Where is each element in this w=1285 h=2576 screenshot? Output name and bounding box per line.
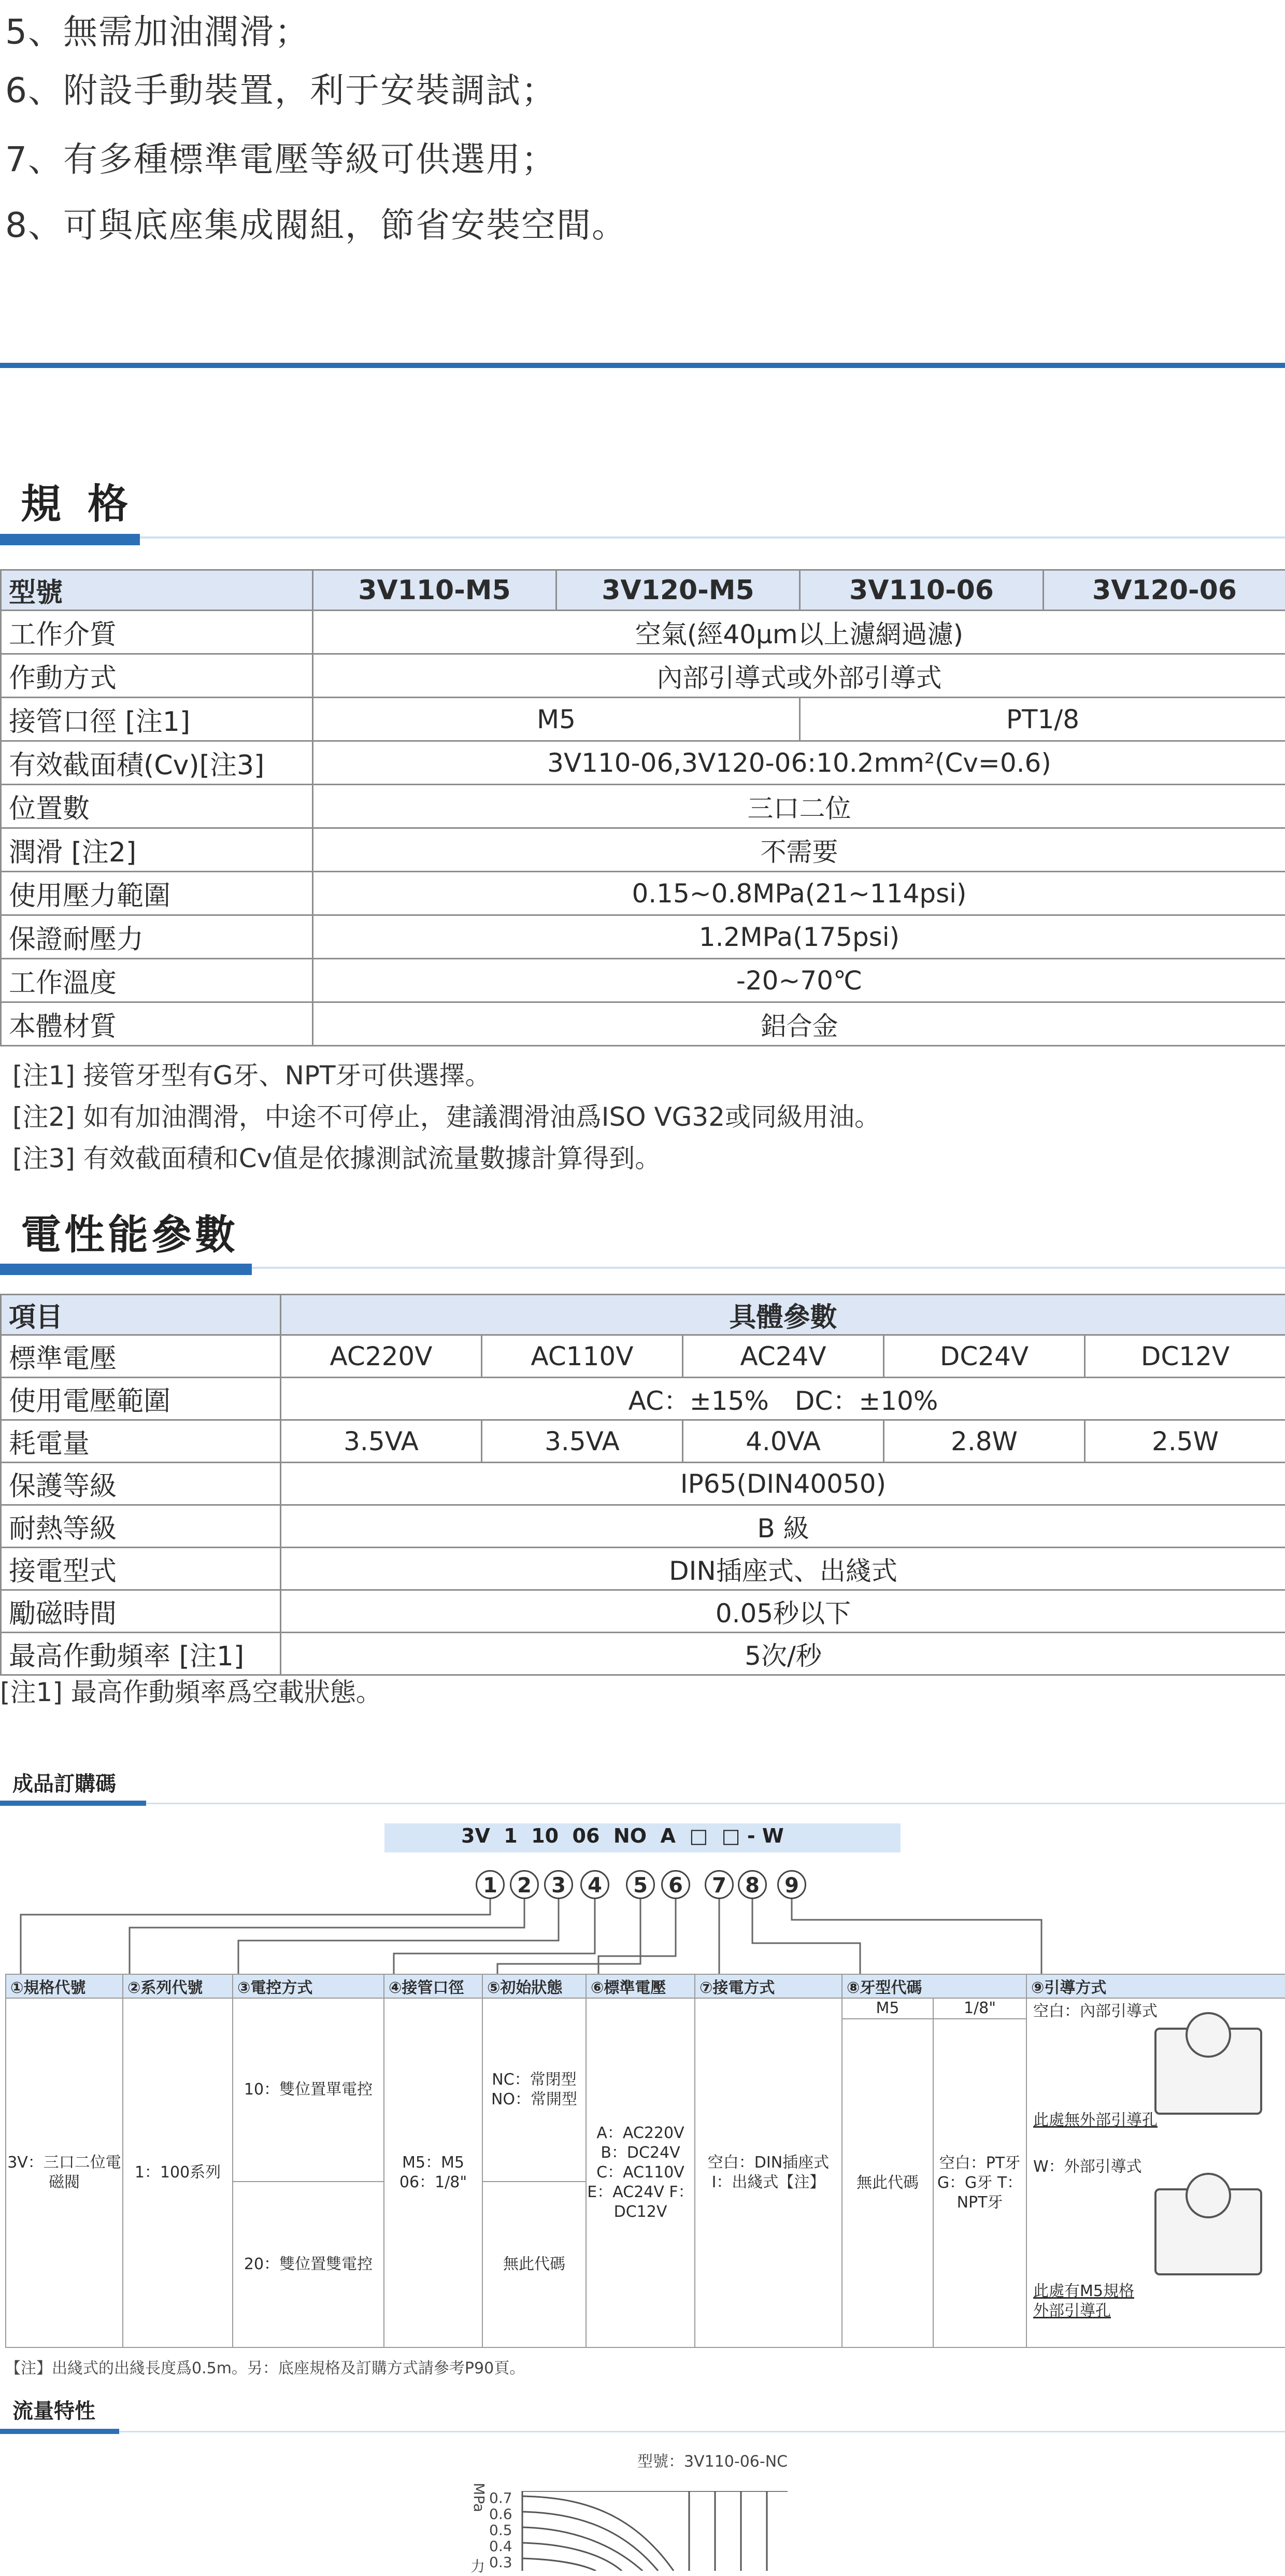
row-value: -20~70℃: [313, 959, 1285, 1002]
code-circle: 7: [705, 1870, 734, 1899]
voltage-cell: AC110V: [482, 1335, 683, 1378]
row-label: 工作溫度: [1, 959, 313, 1002]
elec-title: 電性能參數: [21, 1202, 238, 1261]
table-row: [1, 828, 1285, 872]
order-code: 3V 1 10 06 NO A □ □ - W: [461, 1824, 784, 1847]
row-label: 耗電量: [1, 1420, 281, 1463]
code-cell: A：AC220V B：DC24V C：AC110V E：AC24V F：DC12V: [586, 1998, 695, 2347]
spec-note: [注2] 如有加油潤滑，中途不可停止，建議潤滑油爲ISO VG32或同級用油。: [12, 1096, 880, 1134]
divider: [0, 534, 140, 545]
table-header: 3V120-M5: [556, 570, 800, 611]
row-label: 使用壓力範圍: [1, 872, 313, 915]
order-note: 【注】出綫式的出綫長度爲0.5m。另：底座規格及訂購方式請參考P90頁。: [5, 2355, 525, 2378]
voltage-cell: DC12V: [1085, 1335, 1285, 1378]
table-row: [1, 915, 1285, 959]
row-label: 潤滑 [注2]: [1, 828, 313, 872]
feature-item: 5、無需加油潤滑；: [5, 11, 310, 53]
code-cell: 空白：DIN插座式 I：出綫式【注】: [695, 1998, 842, 2347]
table-row: [1, 1463, 1285, 1505]
divider: [0, 1264, 252, 1275]
row-value: DIN插座式、出綫式: [281, 1548, 1285, 1590]
row-value: 1.2MPa(175psi): [313, 915, 1285, 959]
table-header: ⑨引導方式: [1026, 1974, 1285, 1998]
pilot-internal: 空白：內部引導式: [1033, 2002, 1158, 2021]
order-table: [5, 1974, 1285, 2348]
code-circle: 5: [626, 1870, 655, 1899]
elec-table: [0, 1294, 1285, 1676]
divider: [0, 363, 1285, 368]
row-label: 最高作動頻率 [注1]: [1, 1633, 281, 1675]
flow-title: 流量特性: [12, 2395, 95, 2424]
flow-y-axis-label: 力: [470, 2555, 485, 2576]
code-cell: 無此代碼: [842, 2019, 933, 2347]
pilot-note: 此處有M5規格外部引導孔: [1033, 2282, 1147, 2321]
table-header: 3V110-06: [800, 570, 1044, 611]
table-row: [1, 741, 1285, 785]
table-header: 項目: [1, 1295, 281, 1335]
table-header: ⑤初始狀態: [482, 1974, 586, 1998]
row-label: 接管口徑 [注1]: [1, 698, 313, 741]
table-row: [1, 1590, 1285, 1633]
voltage-cell: AC24V: [683, 1335, 884, 1378]
row-value: AC：±15% DC：±10%: [281, 1378, 1285, 1420]
table-header: ①規格代號: [6, 1974, 123, 1998]
table-row: [1, 1633, 1285, 1675]
table-header: ②系列代號: [123, 1974, 233, 1998]
row-label: 接電型式: [1, 1548, 281, 1590]
code-cell: 無此代碼: [482, 2182, 586, 2347]
flow-chart: [518, 2491, 788, 2571]
flow-y-axis-label: MPa: [470, 2483, 488, 2512]
voltage-cell: DC24V: [884, 1335, 1085, 1378]
table-row: [1, 785, 1285, 828]
code-cell: NC：常閉型 NO：常開型: [482, 1998, 586, 2182]
spec-table: [0, 569, 1285, 1046]
spec-note: [注1] 接管牙型有G牙、NPT牙可供選擇。: [12, 1055, 491, 1092]
code-cell: 20：雙位置雙電控: [233, 2182, 384, 2347]
connector-lines: [0, 1899, 1285, 1977]
divider: [0, 1803, 1285, 1804]
flow-chart-label: 型號：3V110-06-NC: [637, 2448, 788, 2471]
spec-title: 規 格: [21, 472, 134, 530]
table-header: ④接管口徑: [384, 1974, 482, 1998]
table-row: [1, 872, 1285, 915]
power-cell: 3.5VA: [482, 1420, 683, 1463]
row-value: 內部引導式或外部引導式: [313, 654, 1285, 698]
table-row: [6, 1998, 1285, 2019]
row-label: 勵磁時間: [1, 1590, 281, 1633]
table-header: 具體參數: [281, 1295, 1285, 1335]
row-label: 保護等級: [1, 1463, 281, 1505]
code-circle: 3: [544, 1870, 573, 1899]
divider: [0, 2429, 119, 2434]
row-label: 耐熱等級: [1, 1505, 281, 1548]
row-value: 5次/秒: [281, 1633, 1285, 1675]
row-label: 有效截面積(Cv)[注3]: [1, 741, 313, 785]
coil-icon: [1186, 2012, 1231, 2058]
row-value: M5: [313, 698, 800, 741]
table-header: 3V120-06: [1044, 570, 1285, 611]
table-header: ⑧牙型代碼: [842, 1974, 1026, 1998]
row-value: IP65(DIN40050): [281, 1463, 1285, 1505]
table-row: [1, 1295, 1285, 1335]
feature-item: 7、有多種標準電壓等級可供選用；: [5, 139, 556, 180]
power-cell: 2.5W: [1085, 1420, 1285, 1463]
divider: [0, 2431, 1285, 2432]
row-value: 空氣(經40μm以上濾網過濾): [313, 611, 1285, 654]
code-circle: 9: [777, 1870, 806, 1899]
code-cell: M5：M5 06：1/8": [384, 1998, 482, 2347]
table-row: [1, 1002, 1285, 1046]
voltage-cell: AC220V: [281, 1335, 482, 1378]
y-tick: 0.7: [489, 2490, 512, 2506]
table-header: ⑦接電方式: [695, 1974, 842, 1998]
code-cell: M5: [842, 1998, 933, 2019]
code-circle: 6: [661, 1870, 690, 1899]
code-circle: 2: [510, 1870, 539, 1899]
table-row: [1, 1420, 1285, 1463]
power-cell: 3.5VA: [281, 1420, 482, 1463]
power-cell: 4.0VA: [683, 1420, 884, 1463]
coil-icon: [1186, 2173, 1231, 2218]
code-cell: 1：100系列: [123, 1998, 233, 2347]
code-cell: 10：雙位置單電控: [233, 1998, 384, 2182]
table-row: [1, 1378, 1285, 1420]
row-label: 使用電壓範圍: [1, 1378, 281, 1420]
row-label: 位置數: [1, 785, 313, 828]
table-row: [1, 1505, 1285, 1548]
table-row: [1, 570, 1285, 611]
spec-note: [注3] 有效截面積和Cv值是依據測試流量數據計算得到。: [12, 1138, 661, 1175]
table-header: ⑥標準電壓: [586, 1974, 695, 1998]
code-circle: 1: [476, 1870, 505, 1899]
power-cell: 2.8W: [884, 1420, 1085, 1463]
feature-item: 6、附設手動裝置，利于安裝調試；: [5, 70, 556, 111]
row-value: B 級: [281, 1505, 1285, 1548]
row-label: 標準電壓: [1, 1335, 281, 1378]
table-row: [1, 611, 1285, 654]
row-value: PT1/8: [800, 698, 1285, 741]
elec-note: [注1] 最高作動頻率爲空載狀態。: [0, 1672, 382, 1709]
row-value: 三口二位: [313, 785, 1285, 828]
y-tick: 0.3: [489, 2554, 512, 2570]
y-tick: 0.5: [489, 2522, 512, 2538]
y-tick: 0.6: [489, 2506, 512, 2522]
row-label: 本體材質: [1, 1002, 313, 1046]
row-label: 工作介質: [1, 611, 313, 654]
table-header: ③電控方式: [233, 1974, 384, 1998]
feature-item: 8、可與底座集成閥組，節省安裝空間。: [5, 205, 627, 246]
code-circle: 4: [580, 1870, 609, 1899]
code-cell: 空白：PT牙 G：G牙 T：NPT牙: [933, 2019, 1026, 2347]
row-label: 作動方式: [1, 654, 313, 698]
order-title: 成品訂購碼: [12, 1767, 116, 1797]
code-circle: 8: [738, 1870, 767, 1899]
divider: [0, 1801, 146, 1806]
pilot-external: W：外部引導式: [1033, 2157, 1142, 2177]
pilot-illustration: [1030, 2002, 1282, 2344]
row-value: 鋁合金: [313, 1002, 1285, 1046]
row-value: 3V110-06,3V120-06:10.2mm²(Cv=0.6): [313, 741, 1285, 785]
table-row: [1, 654, 1285, 698]
row-label: 保證耐壓力: [1, 915, 313, 959]
table-row: [1, 1548, 1285, 1590]
row-value: 0.15~0.8MPa(21~114psi): [313, 872, 1285, 915]
pilot-note: 此處無外部引導孔: [1033, 2111, 1158, 2130]
table-header: 型號: [1, 570, 313, 611]
y-tick: 0.4: [489, 2538, 512, 2554]
pilot-cell: [1026, 1998, 1285, 2347]
table-row: [1, 1335, 1285, 1378]
row-value: 不需要: [313, 828, 1285, 872]
table-row: [6, 1974, 1285, 1998]
code-cell: 1/8": [933, 1998, 1026, 2019]
table-row: [1, 959, 1285, 1002]
table-header: 3V110-M5: [313, 570, 556, 611]
flow-y-ticks: [489, 2490, 512, 2570]
code-cell: 3V：三口二位電磁閥: [6, 1998, 123, 2347]
divider: [0, 536, 1285, 539]
row-value: 0.05秒以下: [281, 1590, 1285, 1633]
table-row: [1, 698, 1285, 741]
